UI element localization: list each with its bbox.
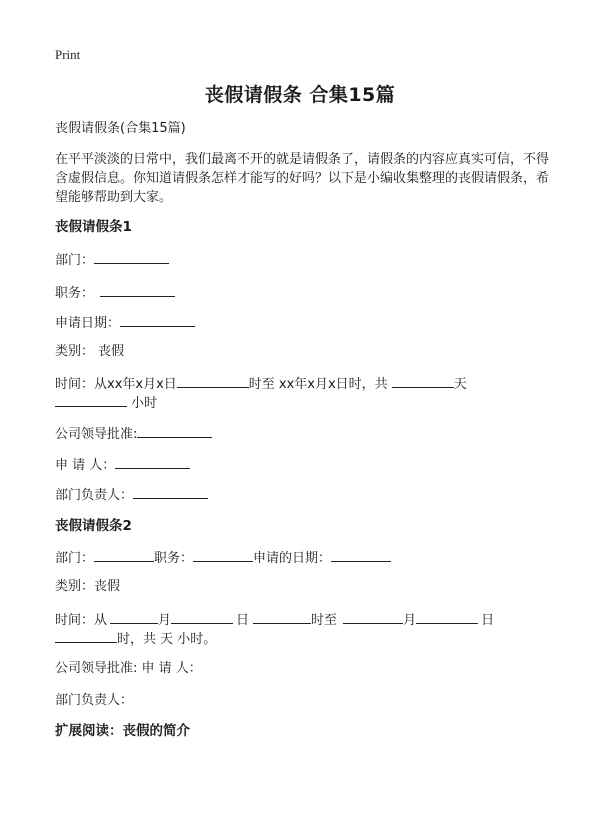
- s1-applicant-label: 申 请 人：: [55, 458, 116, 473]
- print-link[interactable]: Print: [55, 47, 81, 62]
- s1-applicant-row: [55, 455, 190, 475]
- s2-hour-blank[interactable]: [253, 610, 311, 624]
- s1-dept-head-row: [55, 485, 208, 505]
- s1-leader-label: 公司领导批准:: [55, 427, 138, 442]
- s1-leader-blank[interactable]: [137, 424, 212, 438]
- s1-dept-head-label: 部门负责人：: [55, 488, 134, 503]
- s2-apply-date-label: 申请的日期：: [253, 551, 332, 566]
- section1-heading: 丧假请假条1: [55, 219, 132, 235]
- s1-days-blank[interactable]: [392, 374, 454, 388]
- s2-position-blank[interactable]: [193, 548, 253, 562]
- s1-apply-date-row: [55, 313, 195, 333]
- intro-paragraph: 在平平淡淡的日常中，我们最离不开的就是请假条了，请假条的内容应真实可信，不得含虚假信息。你知道请假条怎样才能写的好吗？以下是小编收集整理的丧假请假条，希望能够帮助到大家。: [55, 152, 550, 205]
- s2-time-end: 时，共 天 小时。: [117, 632, 217, 647]
- s1-dept-head-blank[interactable]: [133, 485, 208, 499]
- s2-apply-date-blank[interactable]: [331, 548, 391, 562]
- s2-department-label: 部门：: [55, 551, 95, 566]
- s2-month2-blank[interactable]: [343, 610, 403, 624]
- s1-leader-row: [55, 424, 212, 444]
- s1-hours-blank[interactable]: [55, 393, 127, 407]
- s2-time-row2: [55, 629, 216, 649]
- s1-time-row: [55, 374, 467, 394]
- s2-time-row: [55, 610, 494, 630]
- s1-position-row: [55, 283, 175, 303]
- s2-category: 类别：丧假: [55, 579, 121, 594]
- s2-month: 月: [158, 613, 172, 628]
- section2-heading: 丧假请假条2: [55, 518, 132, 534]
- s2-month2: 月: [403, 613, 417, 628]
- s2-day2-blank[interactable]: [416, 610, 478, 624]
- s1-department-label: 部门：: [55, 253, 95, 268]
- s1-department-row: [55, 250, 169, 270]
- s2-time-prefix: 时间：从: [55, 613, 108, 628]
- document-subtitle: 丧假请假条(合集15篇): [55, 121, 186, 136]
- s1-time-prefix: 时间：从xx年x月x日: [55, 377, 177, 392]
- s2-month-blank[interactable]: [110, 610, 158, 624]
- s1-time-start-blank[interactable]: [177, 374, 249, 388]
- s1-apply-date-blank[interactable]: [120, 313, 195, 327]
- s2-day2: 日: [481, 613, 495, 628]
- s1-applicant-blank[interactable]: [115, 455, 190, 469]
- s1-apply-date-label: 申请日期：: [55, 316, 121, 331]
- s2-hour2-blank[interactable]: [55, 629, 117, 643]
- document-title: 丧假请假条 合集15篇: [204, 84, 396, 106]
- s1-position-label: 职务：: [55, 286, 95, 301]
- extended-reading-heading: 扩展阅读：丧假的简介: [55, 723, 190, 739]
- s1-department-blank[interactable]: [94, 250, 169, 264]
- s2-day-blank[interactable]: [171, 610, 233, 624]
- s1-time-hour: 小时: [131, 396, 158, 411]
- s1-category: 类别： 丧假: [55, 344, 125, 359]
- s1-time-row2: [55, 393, 157, 413]
- s2-hour-to: 时至: [311, 613, 338, 628]
- s1-time-day: 天: [453, 377, 467, 392]
- s2-position-label: 职务：: [154, 551, 194, 566]
- s2-department-blank[interactable]: [94, 548, 154, 562]
- s2-header-row: [55, 548, 391, 568]
- s2-dept-head: 部门负责人：: [55, 693, 134, 708]
- s1-time-to: 时至 xx年x月x日时，共: [248, 377, 388, 392]
- s1-position-blank[interactable]: [100, 283, 175, 297]
- s2-leader-applicant: 公司领导批准: 申 请 人：: [55, 661, 202, 676]
- s2-day: 日: [236, 613, 250, 628]
